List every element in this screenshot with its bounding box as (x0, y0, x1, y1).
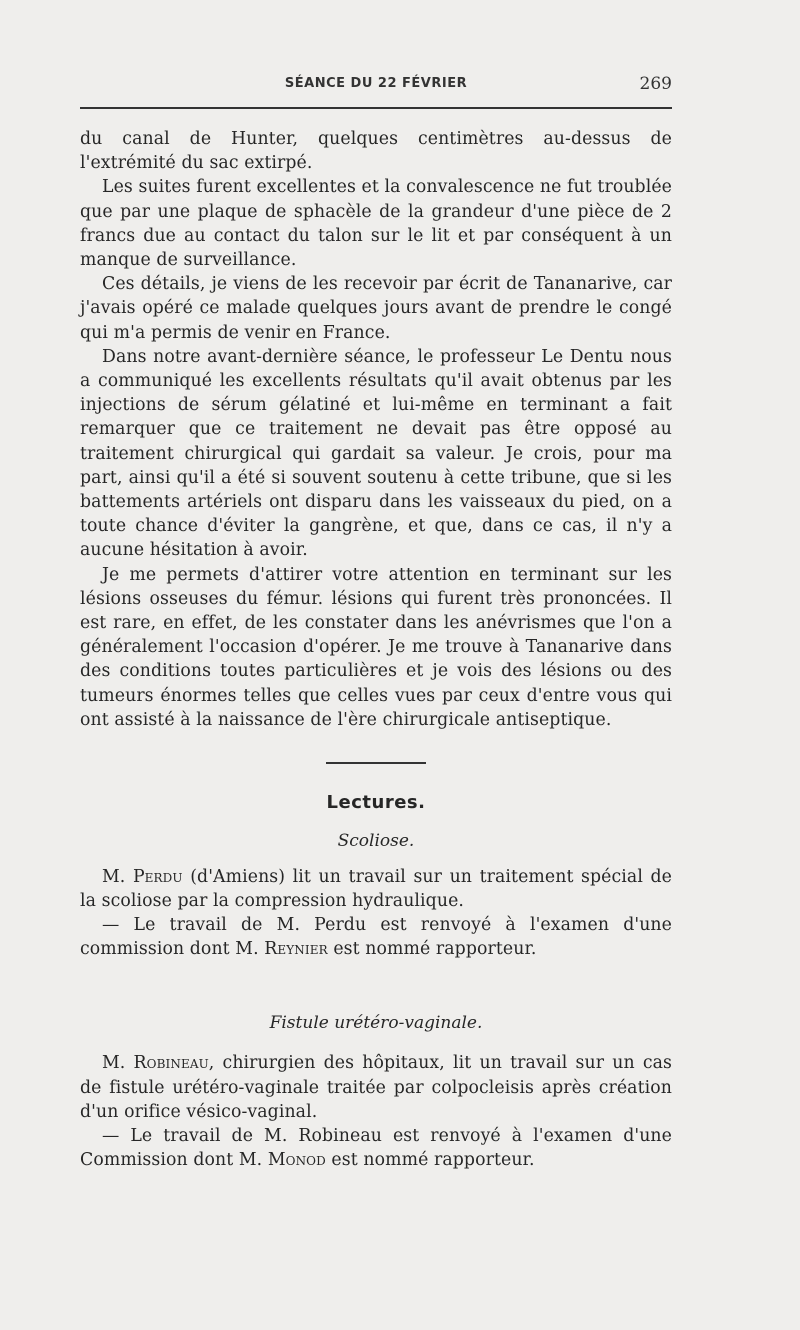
page-number: 269 (639, 74, 672, 94)
paragraph: du canal de Hunter, quelques centimètres au-dessus de l'extrémité du sac extirpé. (80, 129, 672, 174)
author-name: Perdu (132, 866, 183, 887)
body-text (80, 127, 672, 1172)
reporter-name: Reynier (264, 939, 328, 960)
reading-paragraph: M. Perdu (d'Amiens) lit un travail sur un traitement spécial de la scoliose par la compression hydraulique. (80, 866, 672, 911)
paragraph: Les suites furent excellentes et la convalescence ne fut troublée que par une plaque de sphacèle de la grandeur d'une pièce de 2 francs due au contact du talon sur le lit et par conséquent à un manque de surveillance. (80, 177, 672, 271)
running-head: SÉANCE DU 22 FÉVRIER (284, 76, 468, 91)
referral-paragraph: — Le travail de M. Perdu est renvoyé à l'examen d'une commission dont M. Reynier est nommé rapporteur. (80, 914, 672, 960)
paragraph: Dans notre avant-dernière séance, le professeur Le Dentu nous a communiqué les excellents résultats qu'il avait obtenus par les injections de sérum gélatiné et lui-même en terminant a fait remarquer que ce traitement ne devait pas être opposé au traitement chirurgical qui gardait sa valeur. Je crois, pour ma part, ainsi qu'il a été si souvent soutenu à cette tribune, que si les battements artériels ont disparu dans les vaisseaux du pied, on a toute chance d'éviter la gangrène, et que, dans ce cas, il n'y a aucune hésitation à avoir. (80, 346, 672, 561)
paragraph: Je me permets d'attirer votre attention en terminant sur les lésions osseuses du fémur. lésions qui furent très prononcées. Il est rare, en effet, de les constater dans les anévrismes que l'on a généralement l'occasion d'opérer. Je me trouve à Tananarive dans des conditions toutes particulières et je vois des lésions ou des tumeurs énormes telles que celles vues par ceux d'entre vous qui ont assisté à la naissance de l'ère chirurgicale antiseptique. (80, 564, 672, 730)
item-subtitle: Fistule urétéro-vaginale. (269, 1013, 483, 1034)
header-rule (80, 107, 672, 109)
reporter-name: Monod (267, 1150, 326, 1171)
section-separator (326, 762, 426, 764)
section-title: Lectures. (326, 791, 426, 813)
reading-paragraph: M. Robineau, chirurgien des hôpitaux, lit un travail sur un cas de fistule urétéro-vaginale traitée par colpocleisis après création d'un orifice vésico-vaginal. (80, 1053, 673, 1122)
page-header (80, 72, 672, 98)
author-name: Robineau (133, 1053, 209, 1074)
paragraph: Ces détails, je viens de les recevoir par écrit de Tananarive, car j'avais opéré ce malade quelques jours avant de prendre le congé qui m'a permis de venir en France. (80, 274, 672, 343)
referral-paragraph: — Le travail de M. Robineau est renvoyé à l'examen d'une Commission dont M. Monod est nommé rapporteur. (80, 1126, 672, 1171)
item-subtitle: Scoliose. (337, 830, 415, 851)
